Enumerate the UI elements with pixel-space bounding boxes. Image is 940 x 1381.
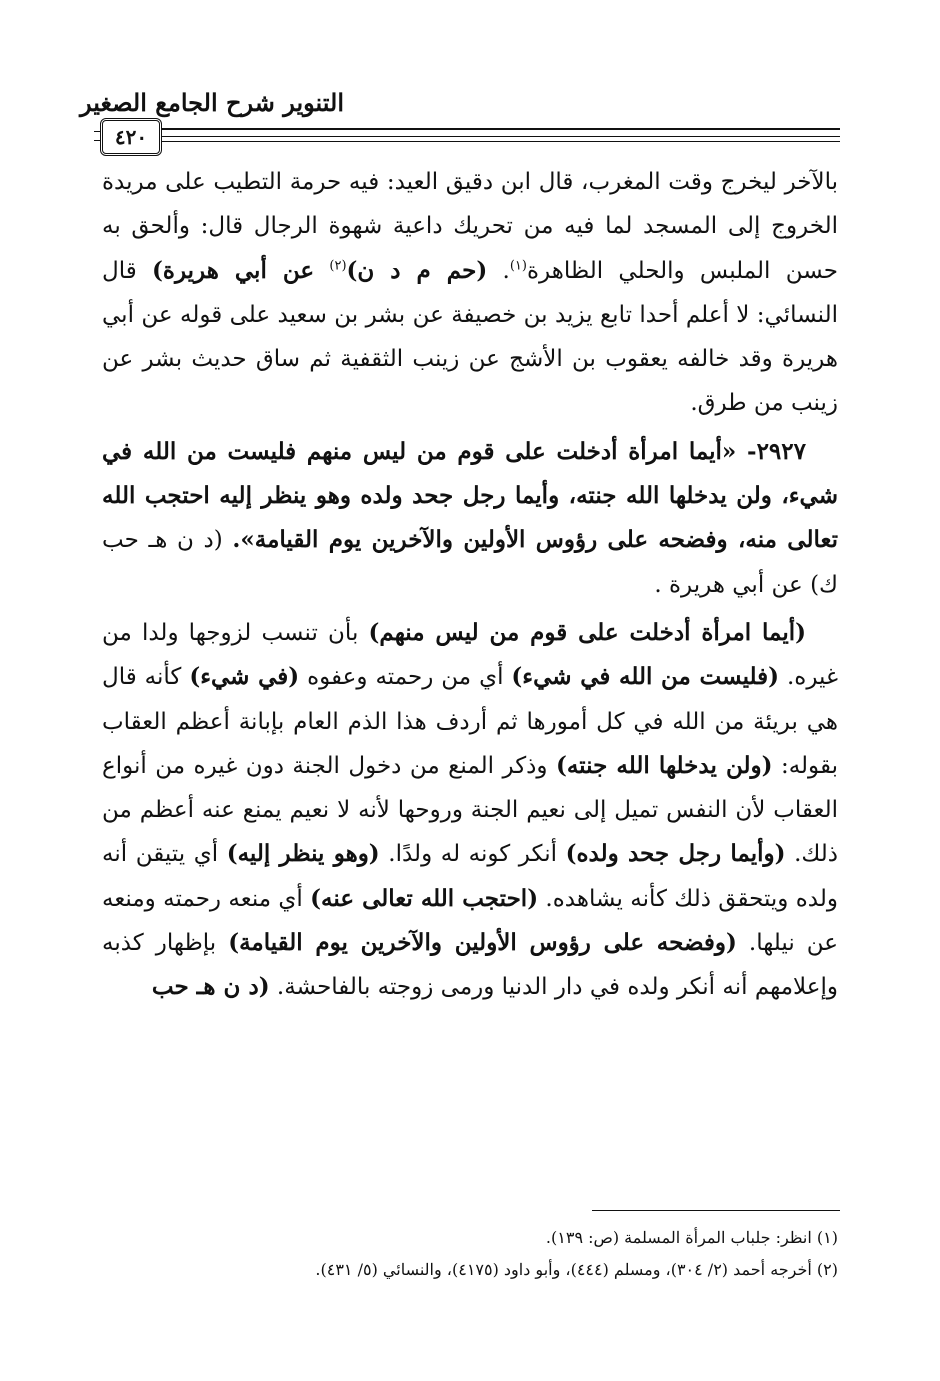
- text-run: بأن تنسب لزوجها ولدا من غيره.: [102, 619, 838, 691]
- hadith-text: ٢٩٢٧- «أيما امرأة أدخلت على قوم من ليس منهم فليست من الله في شيء، ولن يدخلها الله جنته، وأيما رجل جحد ولده وهو ينظر إليه احتجب الله تعالى منه، وفضحه على رؤوس الأولين والآخرين يوم القيامة».: [102, 437, 838, 554]
- text-run: كأنه قال هي بريئة من الله في كل أمورها ثم أردف هذا الذم العام بإبانة أعظم العقاب بقوله:: [102, 664, 838, 779]
- footnote-2: (٢) أخرجه أحمد (٢/ ٣٠٤)، ومسلم (٤٤٤)، وأبو داود (٤١٧٥)، والنسائي (٥/ ٤٣١).: [315, 1260, 838, 1279]
- quoted-phrase: (احتجب الله تعالى عنه): [310, 884, 539, 912]
- text-run: وذكر المنع من دخول الجنة دون غيره من أنواع العقاب لأن النفس تميل إلى نعيم الجنة وروحها لأنه لا نعيم يمنع عنه أعظم من ذلك.: [102, 752, 839, 868]
- text-run: بإظهار كذبه وإعلامهم أنه أنكر ولده في دار الدنيا ورمى زوجته بالفاحشة.: [102, 930, 838, 1001]
- quoted-phrase: (فليست من الله في شيء): [511, 663, 780, 691]
- narrator-reference: عن أبي هريرة): [152, 256, 315, 284]
- hadith-entry: [102, 430, 838, 607]
- text-run: بالآخر ليخرج وقت المغرب، قال ابن دقيق العيد: فيه حرمة التطيب على مريدة الخروج إلى المسجد لما فيه من تحريك داعية شهوة الرجال قال: وألحق به حسن الملبس والحلي الظاهرة: [102, 169, 839, 284]
- footnote-separator: [592, 1210, 840, 1211]
- footnote-marker-2[interactable]: (٢): [329, 257, 347, 273]
- source-reference: (حم م د ن): [346, 256, 488, 284]
- text-run: أي يتيقن أنه ولده ويتحقق ذلك كأنه يشاهده.: [102, 841, 838, 912]
- hadith-sources: (د ن هـ حب ك) عن أبي هريرة .: [102, 527, 838, 598]
- quoted-phrase: (في شيء): [189, 663, 300, 691]
- header-double-rule: [160, 128, 840, 137]
- source-reference: (د ن هـ حب: [151, 973, 270, 1001]
- text-run: قال النسائي: لا أعلم أحدا تابع يزيد بن خصيفة عن بشر بن سعيد على قوله عن أبي هريرة وقد خالفه يعقوب بن الأشج عن زينب الثقفية ثم ساق حديث بشر عن زينب من طرق.: [102, 257, 838, 417]
- quoted-phrase: (وأيما رجل جحد ولده): [565, 840, 786, 868]
- footnotes: [102, 1222, 838, 1286]
- text-run: أي منعه رحمته ومنعه عن نيلها.: [102, 885, 838, 957]
- footnote-1: (١) انظر: جلباب المرأة المسلمة (ص: ١٣٩).: [545, 1228, 838, 1247]
- main-text: [102, 160, 838, 1010]
- header-thin-rule: [160, 141, 840, 142]
- running-title: التنوير شرح الجامع الصغير: [80, 88, 344, 117]
- text-run: [314, 258, 329, 284]
- footnote-marker-1[interactable]: (١): [509, 257, 527, 273]
- quoted-phrase: (وهو ينظر إليه): [226, 840, 380, 868]
- commentary-paragraph: [102, 611, 838, 1010]
- quoted-phrase: (أيما امرأة أدخلت على قوم من ليس منهم): [368, 618, 807, 646]
- text-run: أنكر كونه له ولدًا.: [379, 841, 566, 868]
- text-run: أي من رحمته وعفوه: [299, 664, 512, 691]
- quoted-phrase: (وفضحه على رؤوس الأولين والآخرين يوم القيامة): [228, 929, 737, 957]
- paragraph-continuation: [102, 160, 838, 426]
- text-run: .: [487, 257, 510, 284]
- quoted-phrase: (ولن يدخلها الله جنته): [555, 751, 773, 779]
- page-number: ٤٢٠: [100, 118, 162, 156]
